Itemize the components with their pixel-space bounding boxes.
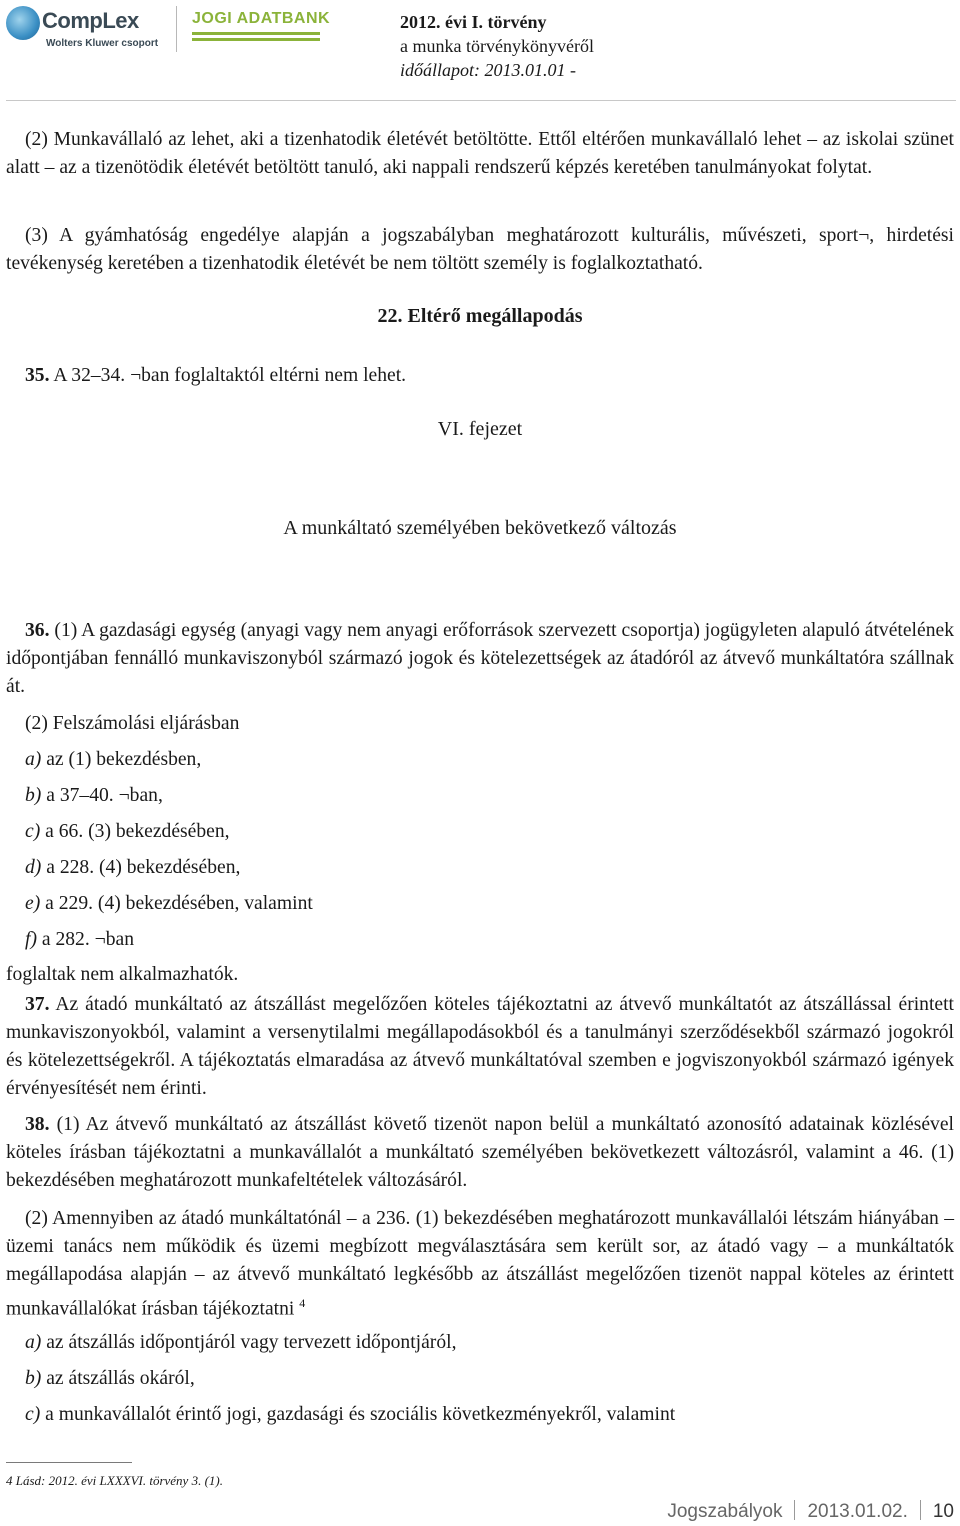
list-item: b) a 37–40. ¬ban,	[25, 785, 163, 806]
list-item: a) az (1) bekezdésben,	[25, 749, 202, 770]
complex-logo	[6, 4, 166, 56]
paragraph-34-2: (2) Munkavállaló az lehet, aki a tizenhatodik életévét betöltötte. Ettől eltérően munkavállaló lehet – az iskolai szünet alatt – az a tizenötödik életévét betöltött tanuló, aki nappali rendszerű képzés keretében tanulmányokat folytat.	[6, 129, 954, 178]
section-36-closing: foglaltak nem alkalmazhatók.	[6, 964, 239, 985]
footnote-rule	[6, 1462, 132, 1463]
section-38-number: 38.	[25, 1114, 50, 1135]
chapter-title: A munkáltató személyében bekövetkező változás	[283, 517, 677, 539]
footnote: 4 Lásd: 2012. évi LXXXVI. törvény 3. (1).	[6, 1473, 223, 1488]
section-36-1-text: (1) A gazdasági egység (anyagi vagy nem anyagi erőforrások szervezett csoportja) jogügyleten alapuló átvételének időpontjában fennálló munkaviszonyból származó jogok és kötelezettségek az átadóról az átvevő munkáltatóra szállnak át.	[6, 620, 954, 697]
document-title: 2012. évi I. törvény	[400, 12, 547, 32]
section-36-1	[6, 617, 954, 701]
document-subtitle: a munka törvénykönyvéről	[400, 36, 594, 56]
paragraph-34-3: (3) A gyámhatóság engedélye alapján a jogszabályban meghatározott kulturális, művészeti, sport¬, hirdetési tevékenység keretében a tizenhatodik életévét be nem töltött személy is foglalkoztatható.	[6, 225, 954, 274]
section-36-2: (2) Felszámolási eljárásban	[25, 713, 240, 734]
list-item: c) a munkavállalót érintő jogi, gazdasági és szociális következményekről, valamint	[25, 1404, 676, 1425]
footer-date: 2013.01.02.	[807, 1501, 908, 1522]
footnote-ref[interactable]: 4	[299, 1296, 306, 1310]
section-37	[6, 991, 954, 1103]
list-item: b) az átszállás okáról,	[25, 1368, 195, 1389]
section-38-1-text: (1) Az átvevő munkáltató az átszállást követő tizenöt napon belül a munkáltató azonosító adatainak közlésével köteles írásban tájékoztatni a munkavállalót a munkáltató személyében bekövetkezett változásról, valamint a 46. (1) bekezdésében meghatározott munkafeltételek változásáról.	[6, 1114, 954, 1191]
footer-divider	[794, 1500, 795, 1520]
section-37-number: 37.	[25, 994, 50, 1015]
document-status: időállapot: 2013.01.01 -	[400, 60, 576, 80]
jogi-adatbank-logo-text: JOGI ADATBANK	[192, 10, 331, 27]
footer-source: Jogszabályok	[667, 1501, 783, 1522]
section-38-2-text: (2) Amennyiben az átadó munkáltatónál – a 236. (1) bekezdésében meghatározott munkavállalói létszám hiányában – üzemi tanács nem működik és üzemi megbízott megválasztására sem került sor, az átadó vagy – a munkáltatók megállapodása alapján – az átvevő munkáltató legkésőbb az átszállást megelőzően tizenöt nappal köteles az érintett munkavállalókat írásban tájékoztatni	[6, 1208, 954, 1320]
complex-logo-icon	[6, 6, 40, 40]
document-header	[400, 10, 594, 82]
list-item: d) a 228. (4) bekezdésében,	[25, 857, 241, 878]
complex-logo-text: CompLex	[42, 8, 139, 33]
header-divider	[176, 6, 177, 52]
list-item: e) a 229. (4) bekezdésében, valamint	[25, 893, 313, 914]
footer-divider	[920, 1500, 921, 1520]
section-36-number: 36.	[25, 620, 50, 641]
section-37-text: Az átadó munkáltató az átszállást megelőzően köteles tájékoztatni az átvevő munkáltatót az átszállással érintett munkaviszonyokból, valamint a versenytilalmi megállapodásokból és a tanulmányi szerződésekből származó jogokról és kötelezettségekről. A tájékoztatás elmaradása az átvevő munkáltatóval szemben e jogviszonyokból származó igények érvényesítését nem érinti.	[6, 994, 954, 1099]
section-35-text: A 32–34. ¬ban foglaltaktól eltérni nem lehet.	[49, 365, 407, 386]
section-35-number: 35.	[25, 365, 50, 386]
complex-logo-subtitle: Wolters Kluwer csoport	[46, 38, 159, 49]
chapter-heading: VI. fejezet	[437, 418, 523, 440]
section-38-2	[6, 1205, 954, 1324]
jogi-adatbank-logo	[192, 10, 330, 28]
page-number: 10	[932, 1501, 954, 1522]
list-item: a) az átszállás időpontjáról vagy tervezett időpontjáról,	[25, 1332, 457, 1353]
page-footer	[667, 1500, 954, 1523]
list-item: c) a 66. (3) bekezdésében,	[25, 821, 230, 842]
section-38-1	[6, 1111, 954, 1195]
header-rule	[6, 100, 956, 101]
section-35	[25, 362, 945, 390]
list-item: f) a 282. ¬ban	[25, 929, 134, 950]
section-22-heading: 22. Eltérő megállapodás	[377, 305, 583, 327]
